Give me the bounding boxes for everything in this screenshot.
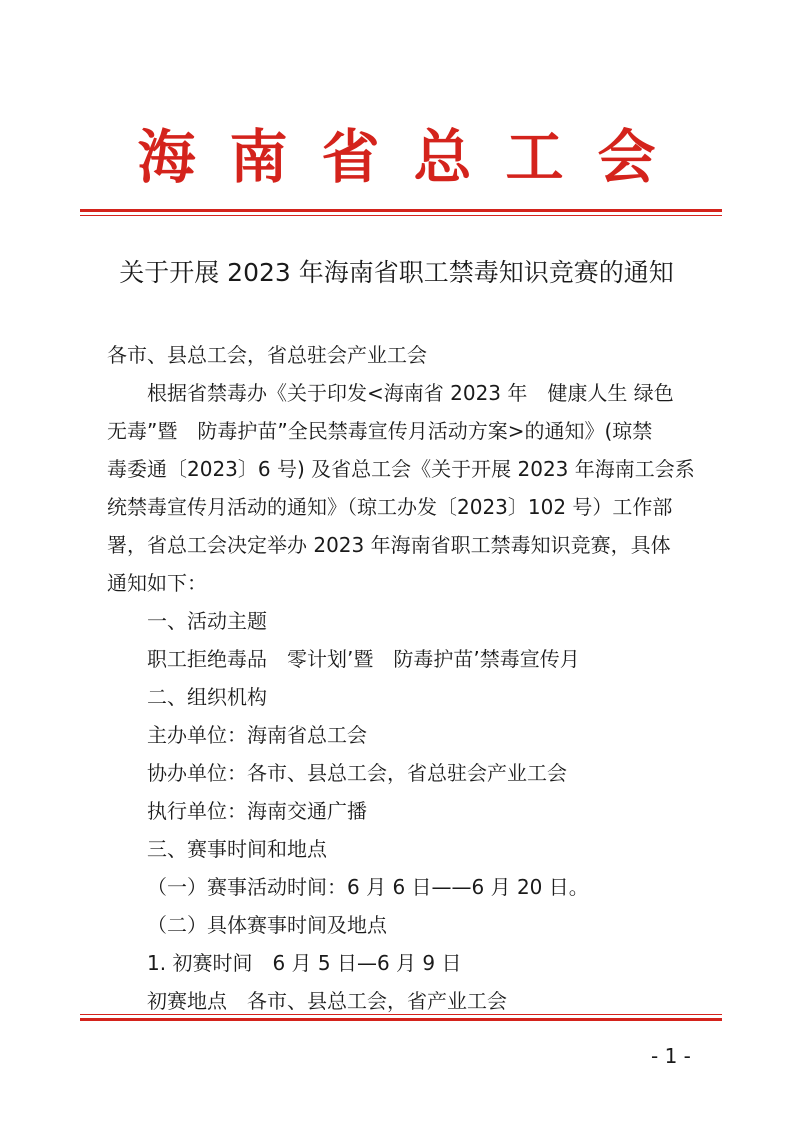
organizer-line: 主办单位：海南省总工会	[147, 723, 367, 747]
section-heading-theme: 一、活动主题	[147, 609, 267, 633]
page-number: - 1 -	[651, 1044, 691, 1068]
section-heading-schedule: 三、赛事时间和地点	[147, 837, 327, 861]
prelim-time: 1. 初赛时间 6 月 5 日—6 月 9 日	[147, 951, 462, 975]
document-title: 关于开展 2023 年海南省职工禁毒知识竞赛的通知	[119, 258, 674, 287]
theme-text: 职工拒绝毒品 零计划’暨 防毒护苗’禁毒宣传月	[147, 647, 580, 671]
masthead-rule-thin	[80, 215, 722, 216]
body-line-6: 通知如下：	[107, 571, 207, 595]
body-line-2: 无毒”暨 防毒护苗”全民禁毒宣传月活动方案>的通知》(琼禁	[107, 419, 653, 443]
schedule-sub-2: （二）具体赛事时间及地点	[147, 913, 387, 937]
masthead-org-name: 海南省总工会	[137, 123, 690, 191]
body-line-5: 署，省总工会决定举办 2023 年海南省职工禁毒知识竞赛，具体	[107, 533, 671, 557]
schedule-sub-1: （一）赛事活动时间：6 月 6 日——6 月 20 日。	[147, 875, 589, 899]
footer-rule-thick	[80, 1018, 722, 1021]
co-organizer-line: 协办单位：各市、县总工会，省总驻会产业工会	[147, 761, 567, 785]
executor-line: 执行单位：海南交通广播	[147, 799, 367, 823]
body-line-3: 毒委通〔2023〕6 号) 及省总工会《关于开展 2023 年海南工会系	[107, 457, 695, 481]
section-heading-organization: 二、组织机构	[147, 685, 267, 709]
masthead-rule-thick	[80, 209, 722, 212]
prelim-place: 初赛地点 各市、县总工会，省产业工会	[147, 989, 507, 1013]
footer-rule-thin	[80, 1014, 722, 1015]
salutation: 各市、县总工会，省总驻会产业工会	[107, 343, 427, 367]
body-line-1: 根据省禁毒办《关于印发<海南省 2023 年 健康人生 绿色	[147, 381, 674, 405]
body-line-4: 统禁毒宣传月活动的通知》（琼工办发〔2023〕102 号）工作部	[107, 495, 673, 519]
